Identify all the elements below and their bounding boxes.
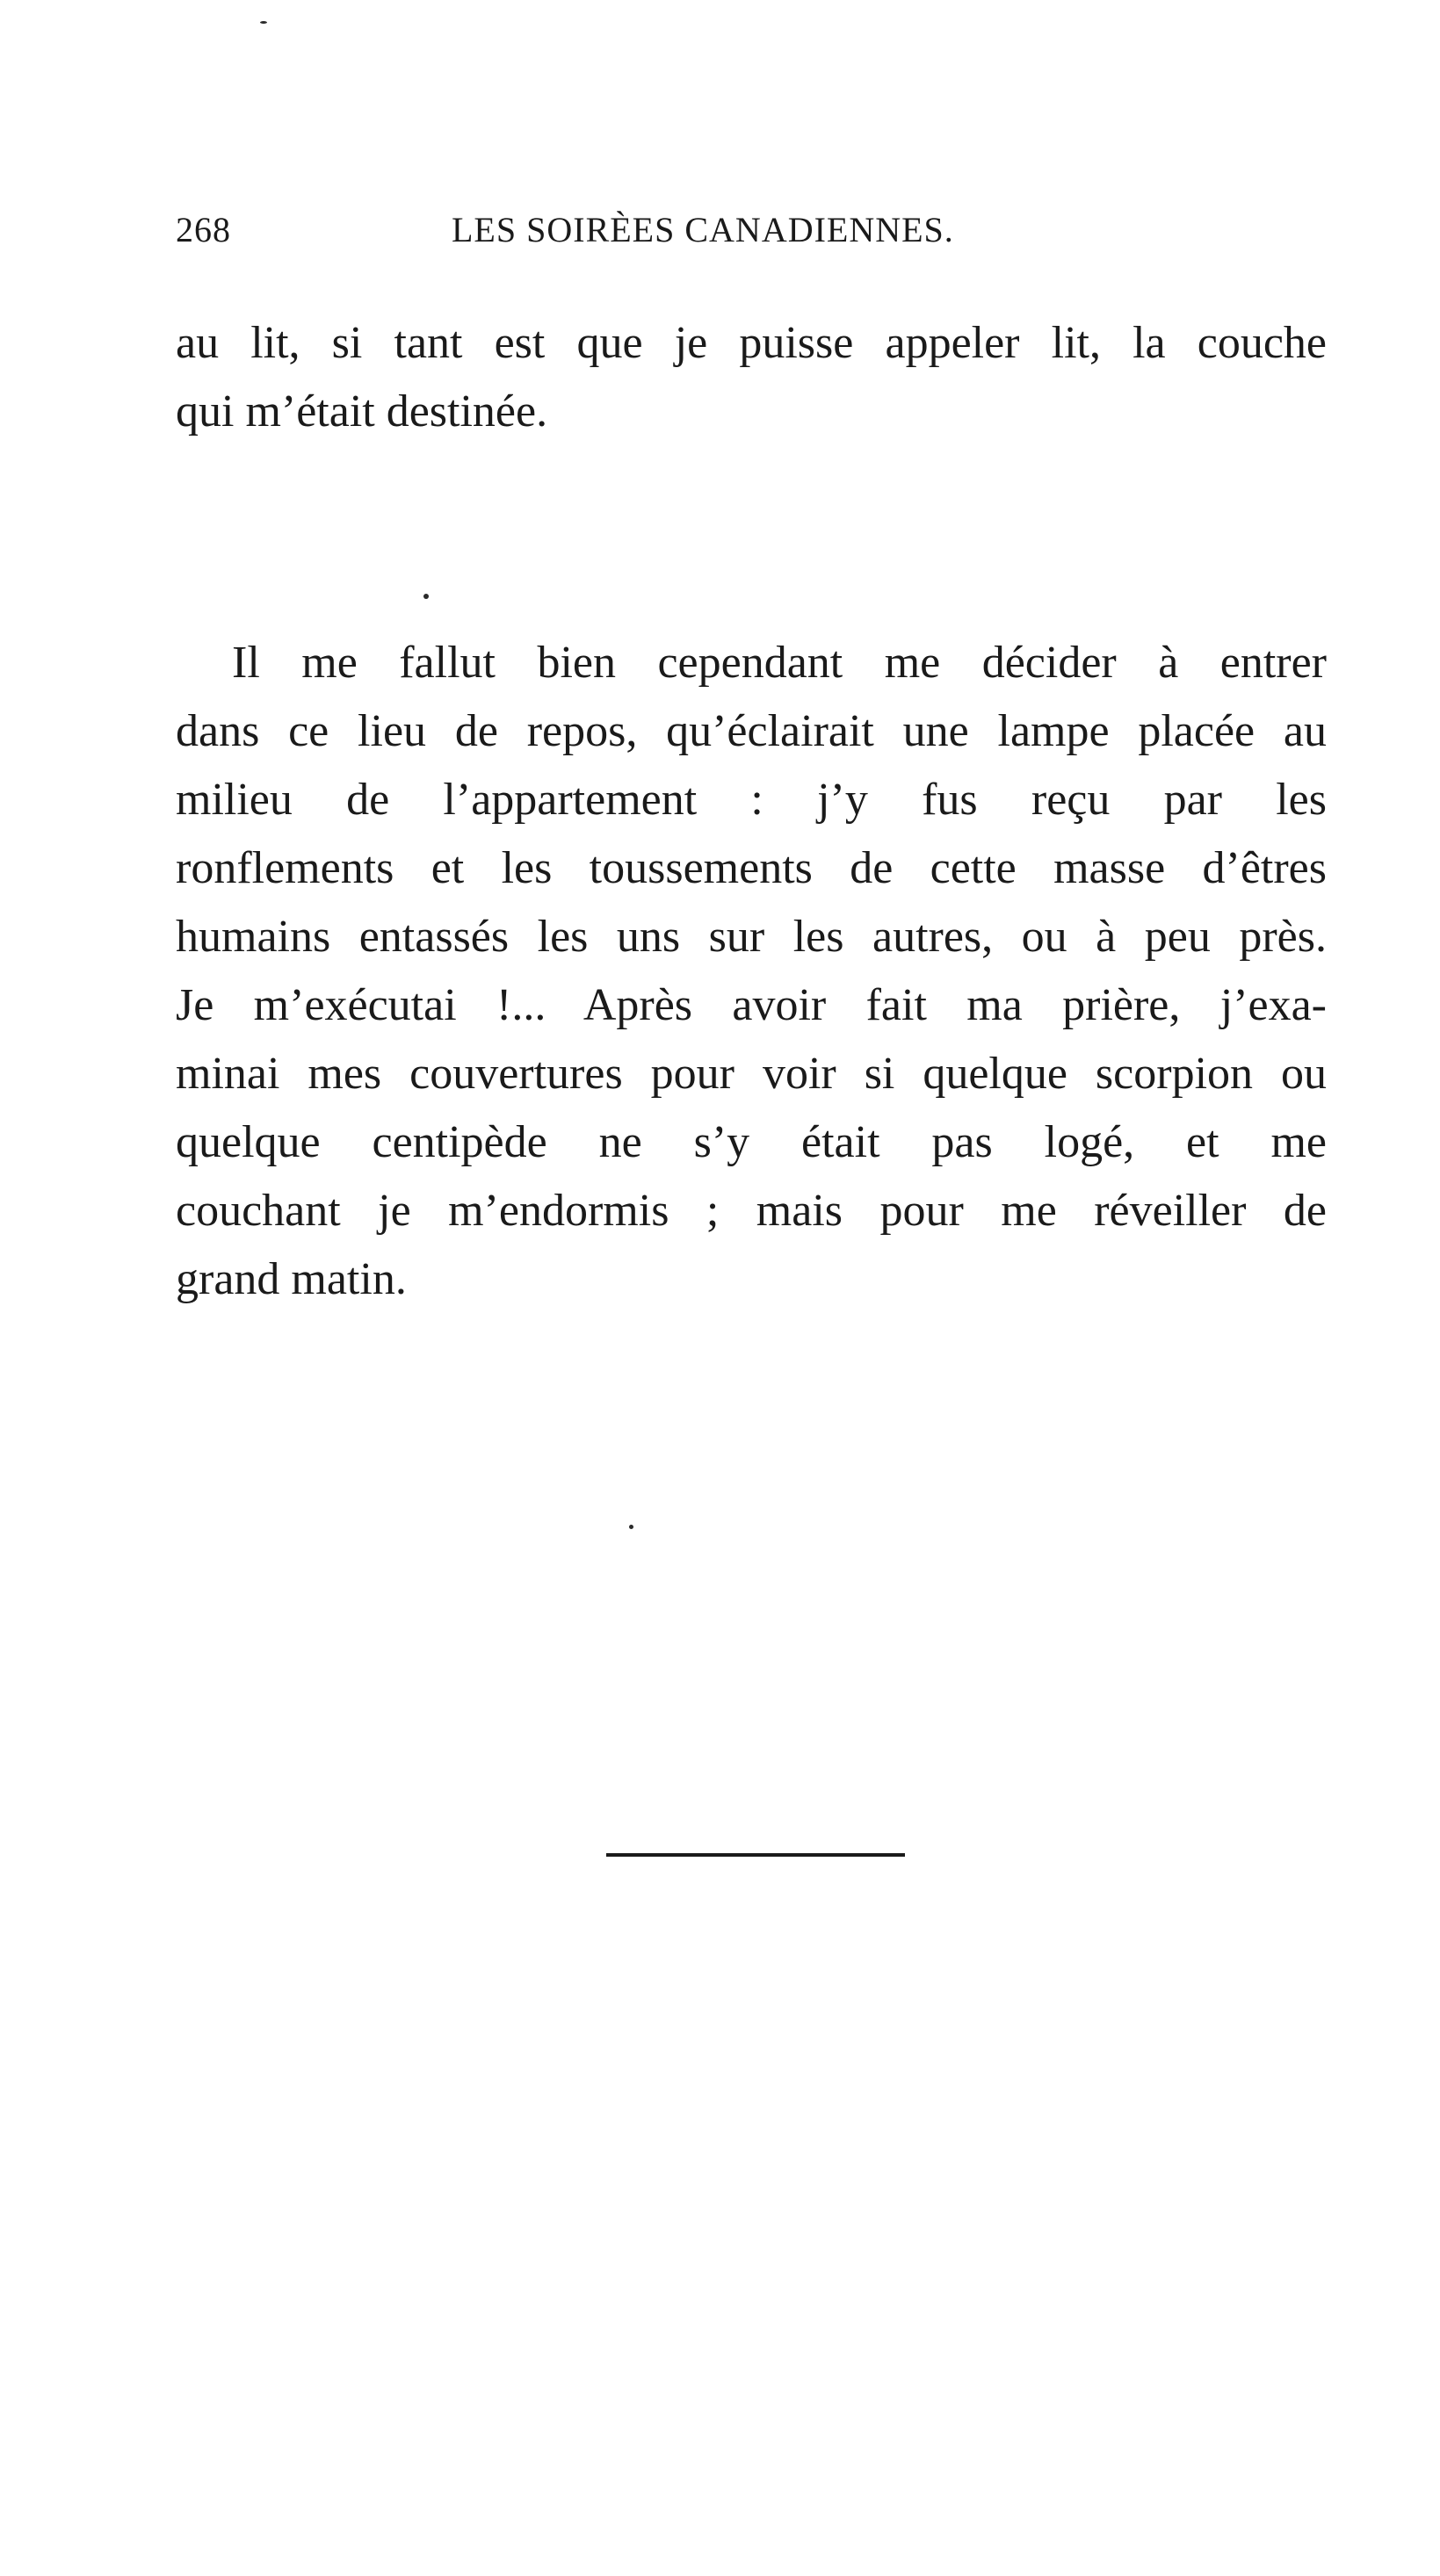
text-line: milieu de l’appartement : j’y fus reçu par les [176,775,1327,825]
print-speck [629,1525,633,1529]
text-line: Il me fallut bien cependant me décider à entrer [232,638,1327,688]
text-line: dans ce lieu de repos, qu’éclairait une lampe placée au [176,706,1327,756]
text-line: humains entassés les uns sur les autres, ou à peu près. [176,912,1327,962]
page-number: 268 [176,210,231,249]
text-line: au lit, si tant est que je puisse appeler lit, la couche [176,318,1327,368]
print-speck [260,21,267,24]
section-end-rule [606,1853,905,1857]
text-line: grand matin. [176,1254,407,1304]
running-title: LES SOIRÈES CANADIENNES. [452,210,954,249]
paragraph-continuation [176,309,1327,446]
paragraph [176,629,1327,1314]
text-line: minai mes couvertures pour voir si quelque scorpion ou [176,1049,1327,1099]
text-line: Je m’exécutai !... Après avoir fait ma prière, j’exa- [176,980,1327,1030]
print-speck [423,594,429,599]
text-line: qui m’était destinée. [176,386,548,437]
text-line: ronflements et les toussements de cette masse d’êtres [176,843,1327,893]
text-line: couchant je m’endormis ; mais pour me réveiller de [176,1186,1327,1236]
text-line: quelque centipède ne s’y était pas logé, et me [176,1117,1327,1167]
running-head [176,209,1107,262]
